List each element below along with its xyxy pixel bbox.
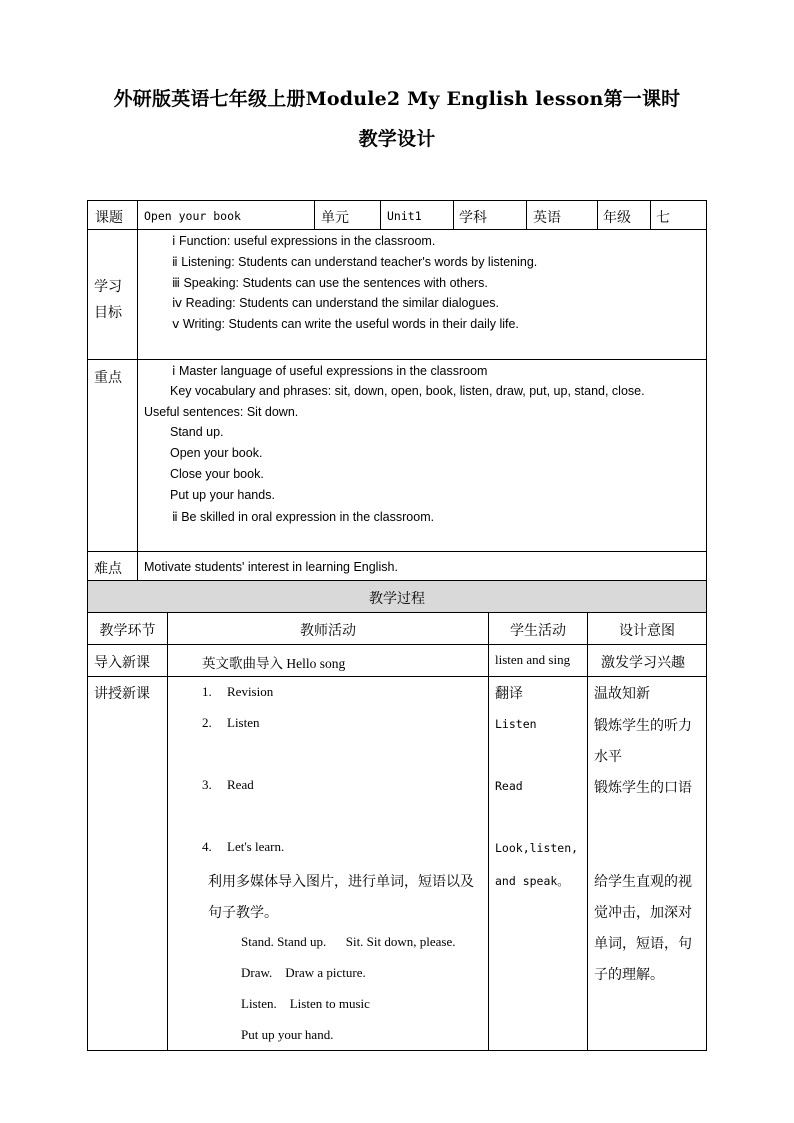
key-point-line: ⅱ Be skilled in oral expression in the classroom. [172,510,435,524]
design-purpose: 给学生直观的视 [594,874,692,890]
student-activity: Look,listen, [495,841,579,855]
key-point-line: Useful sentences: Sit down. [144,405,299,419]
design-purpose: 温故知新 [594,686,650,702]
teacher-example: Put up your hand. [241,1027,334,1042]
student-activity: 翻译 [495,686,523,702]
design-purpose: 子的理解。 [594,967,664,983]
grade-label: 年级 [603,210,631,226]
difficulty-label: 难点 [94,561,122,577]
key-point-line: ⅰ Master language of useful expressions in the classroom [172,364,488,378]
topic-label: 课题 [95,210,123,226]
step-text: Read [227,777,254,792]
objective-item: ⅲ Speaking: Students can use the sentences with others. [172,276,488,290]
objectives-label: 学习 [94,279,122,295]
subject-value: 英语 [533,210,561,226]
student-activity: Read [495,779,523,793]
design-purpose: 觉冲击，加深对 [594,905,692,921]
difficulty-value: Motivate students' interest in learning English. [144,560,398,574]
main-stage: 讲授新课 [94,686,150,702]
key-points-label: 重点 [94,370,122,386]
key-point-line: Open your book. [170,446,263,460]
step-text: Listen [227,715,260,730]
column-header-teacher: 教师活动 [300,623,356,639]
step-text: Revision [227,684,274,699]
intro-stage: 导入新课 [94,655,150,671]
grade-value: 七 [656,210,670,226]
document-title: 外研版英语七年级上册Module2 My English lesson第一课时 [113,88,681,110]
topic-value: Open your book [144,209,241,223]
objective-item: ⅱ Listening: Students can understand teacher's words by listening. [172,255,538,269]
design-purpose: 锻炼学生的口语 [594,780,692,796]
objectives-label: 目标 [94,305,122,321]
teacher-example: Stand. Stand up. Sit. Sit down, please. [241,934,456,949]
intro-student: listen and sing [495,652,571,667]
teacher-cn-line: 句子教学。 [208,905,278,921]
step-text: Let's learn. [227,839,285,854]
key-point-line: Stand up. [170,425,224,439]
design-purpose: 锻炼学生的听力 [594,718,692,734]
column-header-purpose: 设计意图 [619,623,675,639]
document-subtitle: 教学设计 [358,128,436,150]
intro-purpose: 激发学习兴趣 [601,655,685,671]
unit-value: Unit1 [387,209,422,223]
teacher-example: Listen. Listen to music [241,996,370,1011]
objective-item: ⅳ Reading: Students can understand the similar dialogues. [172,296,500,310]
key-point-line: Put up your hands. [170,488,275,502]
design-purpose: 水平 [594,749,622,765]
objective-item: ⅰ Function: useful expressions in the classroom. [172,234,436,248]
step-number: 1. [202,684,212,699]
step-number: 2. [202,715,212,730]
column-header-student: 学生活动 [510,623,566,639]
objective-item: ⅴ Writing: Students can write the useful words in their daily life. [172,317,519,331]
intro-teacher: 英文歌曲导入 Hello song [202,656,346,671]
teacher-example: Draw. Draw a picture. [241,965,366,980]
student-activity: and speak。 [495,874,569,888]
design-purpose: 单词，短语，句 [594,936,692,952]
step-number: 3. [202,777,212,792]
key-point-line: Key vocabulary and phrases: sit, down, open, book, listen, draw, put, up, stand, close. [170,384,645,398]
step-number: 4. [202,839,212,854]
student-activity: Listen [495,717,537,731]
teacher-cn-line: 利用多媒体导入图片，进行单词，短语以及 [208,874,474,890]
column-header-stage: 教学环节 [99,623,156,639]
process-heading: 教学过程 [369,591,425,607]
unit-label: 单元 [321,210,349,226]
key-point-line: Close your book. [170,467,264,481]
subject-label: 学科 [459,210,487,226]
